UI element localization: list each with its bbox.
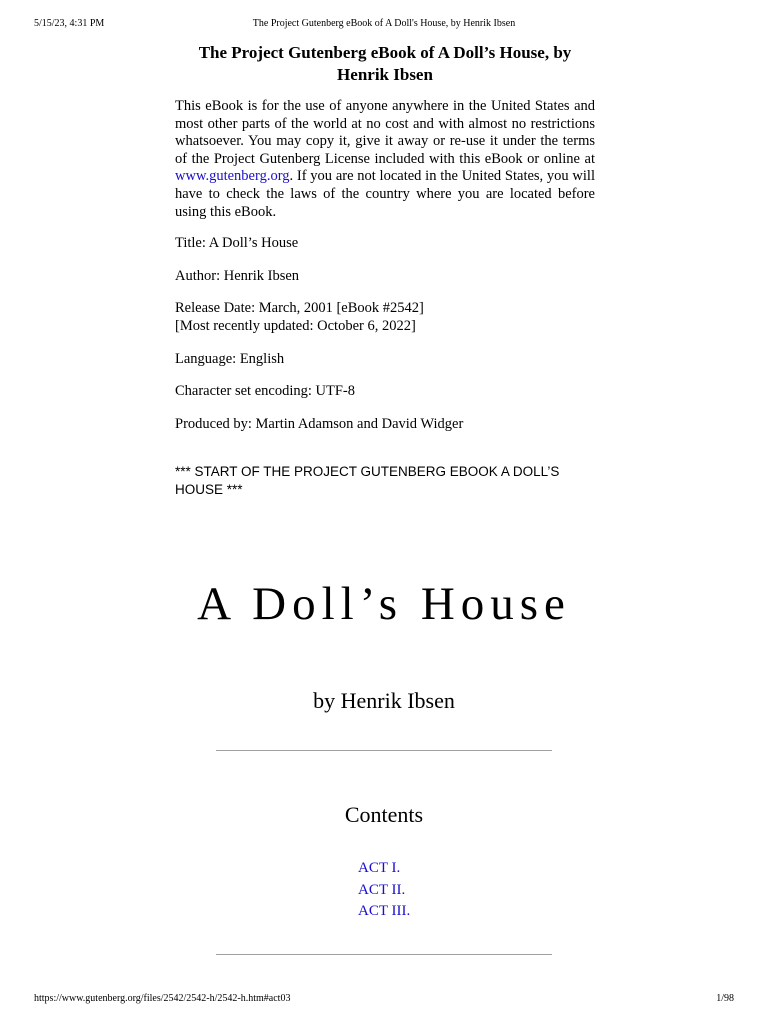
title-line: Title: A Doll’s House — [175, 235, 299, 252]
print-datetime: 5/15/23, 4:31 PM — [34, 18, 105, 29]
table-of-contents — [358, 858, 410, 923]
divider — [216, 750, 552, 751]
print-page-title: The Project Gutenberg eBook of A Doll's House, by Henrik Ibsen — [252, 18, 516, 29]
document-body — [175, 42, 595, 499]
release-date-line: Release Date: March, 2001 [eBook #2542] — [175, 300, 424, 317]
page-number: 1/98 — [716, 993, 734, 1004]
ebook-heading-line1: The Project Gutenberg eBook of A Doll’s House, by — [198, 43, 572, 62]
start-of-ebook-marker: *** START OF THE PROJECT GUTENBERG EBOOK A DOLL’S HOUSE *** — [175, 464, 560, 497]
gutenberg-link[interactable]: www.gutenberg.org — [175, 168, 290, 185]
release-info — [175, 300, 595, 335]
book-byline: by Henrik Ibsen — [313, 688, 455, 713]
print-header — [34, 17, 734, 31]
license-text-after: . If you are not located in the United States, you will have to check the laws of the country where you are located before using this eBook. — [175, 168, 595, 220]
ebook-heading — [175, 42, 595, 86]
toc-link-act-1[interactable]: ACT I. — [358, 860, 401, 876]
encoding-line: Character set encoding: UTF-8 — [175, 383, 355, 400]
ebook-heading-line2: Henrik Ibsen — [337, 65, 433, 84]
print-footer — [34, 992, 734, 1006]
license-text-before: This eBook is for the use of anyone anywhere in the United States and most other parts of the world at no cost and with almost no restrictions whatsoever. You may copy it, give it away or re-use it under the terms of the Project Gutenberg License included with this eBook or online at — [175, 98, 595, 167]
produced-by-line: Produced by: Martin Adamson and David Widger — [175, 415, 464, 432]
divider — [216, 954, 552, 955]
print-url: https://www.gutenberg.org/files/2542/2542-h/2542-h.htm#act03 — [34, 993, 291, 1004]
updated-date-line: [Most recently updated: October 6, 2022] — [175, 317, 416, 334]
toc-link-act-3[interactable]: ACT III. — [358, 903, 411, 919]
contents-heading: Contents — [344, 802, 424, 827]
language-line: Language: English — [175, 350, 285, 367]
author-line: Author: Henrik Ibsen — [175, 267, 300, 284]
license-paragraph — [175, 98, 595, 221]
book-title: A Doll’s House — [197, 578, 571, 630]
toc-link-act-2[interactable]: ACT II. — [358, 881, 406, 898]
